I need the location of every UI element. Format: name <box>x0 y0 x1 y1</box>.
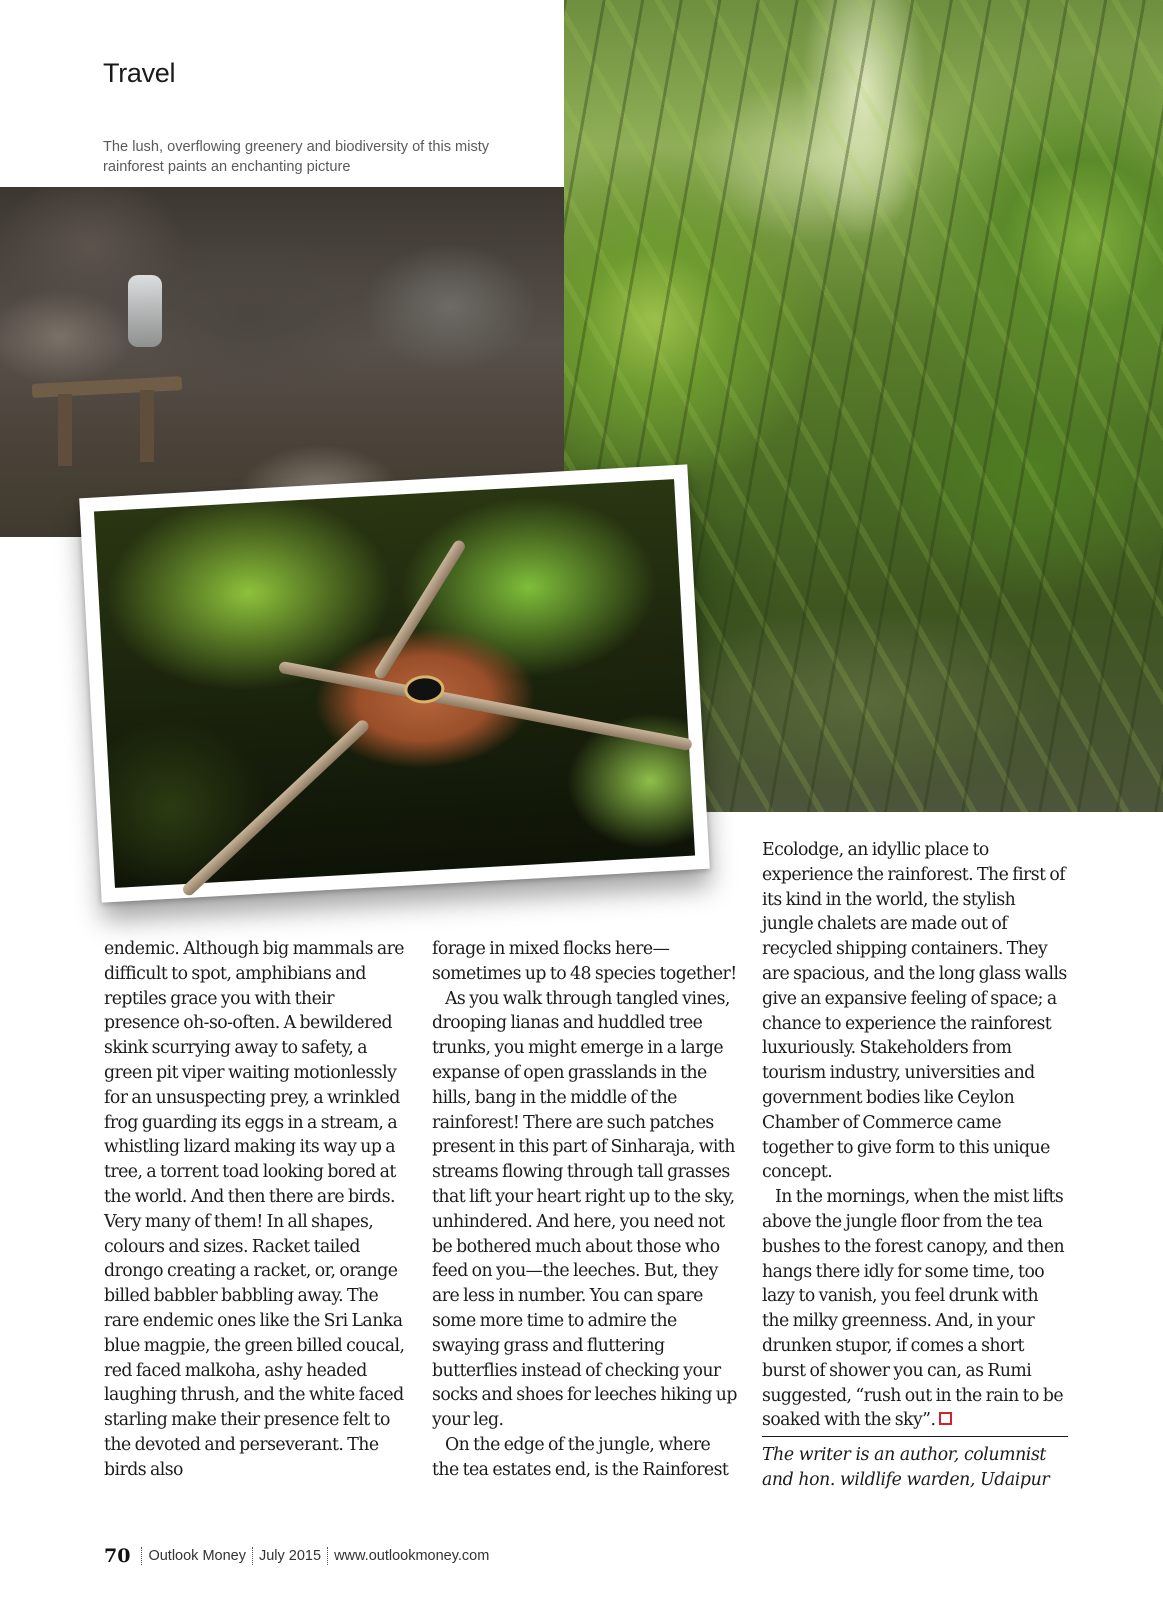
paragraph: forage in mixed flocks here—sometimes up to 48 species together! <box>432 939 737 984</box>
issue-date: July 2015 <box>258 1548 322 1564</box>
end-of-article-icon <box>939 1412 952 1425</box>
paragraph-last <box>762 1185 1068 1433</box>
frog-photo-frame <box>79 464 710 902</box>
section-title: Travel <box>103 58 176 88</box>
text-column-2 <box>432 937 738 1483</box>
branch <box>181 718 371 898</box>
photo-caption: The lush, overflowing greenery and biodiversity of this misty rainforest paints an enchanting picture <box>103 139 490 175</box>
branch <box>373 538 468 680</box>
bench-leg <box>58 394 72 466</box>
website-link[interactable]: www.outlookmoney.com <box>334 1548 490 1564</box>
paragraph: endemic. Although big mammals are difficult to spot, amphibians and reptiles grace you with their presence oh-so-often. A bewildered skink scurrying away to safety, a green pit viper waiting motionlessly for an unsuspecting prey, a wrinkled frog guarding its eggs in a stream, a whistling lizard making its way up a tree, a torrent toad looking bored at the world. And then there are birds. Very many of them! In all shapes, colours and sizes. Racket tailed drongo creating a racket, or, orange billed babbler babbling away. The rare endemic ones like the Sri Lanka blue magpie, the green billed coucal, red faced malkoha, ashy headed laughing thrush, and the white faced starling make their presence felt to the devoted and perseverant. The birds also <box>104 939 405 1480</box>
page-number: 70 <box>104 1545 131 1567</box>
magazine-name: Outlook Money <box>148 1548 246 1564</box>
bio-divider <box>762 1436 1068 1437</box>
page-footer <box>104 1545 489 1567</box>
paragraph: As you walk through tangled vines, drooping lianas and huddled tree trunks, you might emerge in a large expanse of open grasslands in the hills, bang in the middle of the rainforest! There are such patches present in this part of Sinharaja, with streams flowing through tall grasses that lift your heart right up to the sky, unhindered. And here, you need not be bothered much about those who feed on you—the leeches. But, they are less in number. You can spare some more time to admire the swaying grass and fluttering butterflies instead of checking your socks and shoes for leeches hiking up your leg. <box>432 988 737 1431</box>
footer-separator <box>252 1547 253 1565</box>
footer-separator <box>327 1547 328 1565</box>
paragraph: On the edge of the jungle, where the tea estates end, is the Rainforest <box>432 1434 729 1480</box>
paragraph: Ecolodge, an idyllic place to experience the rainforest. The first of its kind in the world, the stylish jungle chalets are made out of recycled shipping containers. They are spacious, and the long glass walls give an expansive feeling of space; a chance to experience the rainforest luxuriously. Stakeholders from tourism industry, universities and government bodies like Ceylon Chamber of Commerce came together to give form to this unique concept. <box>762 840 1067 1183</box>
bench-leg <box>140 390 154 462</box>
footer-separator <box>141 1547 142 1565</box>
frog-photo <box>94 479 695 888</box>
paragraph-text: In the mornings, when the mist lifts above the jungle floor from the tea bushes to the forest canopy, and then hangs there idly for some time, too lazy to vanish, you feel drunk with the milky greenness. And, in your drunken stupor, if comes a short burst of shower you can, as Rumi suggested, “rush out in the rain to be soaked with the sky”. <box>762 1187 1065 1431</box>
author-bio: The writer is an author, columnist and hon. wildlife warden, Udaipur <box>762 1445 1050 1490</box>
text-column-1 <box>104 937 409 1483</box>
text-column-3 <box>762 838 1068 1433</box>
